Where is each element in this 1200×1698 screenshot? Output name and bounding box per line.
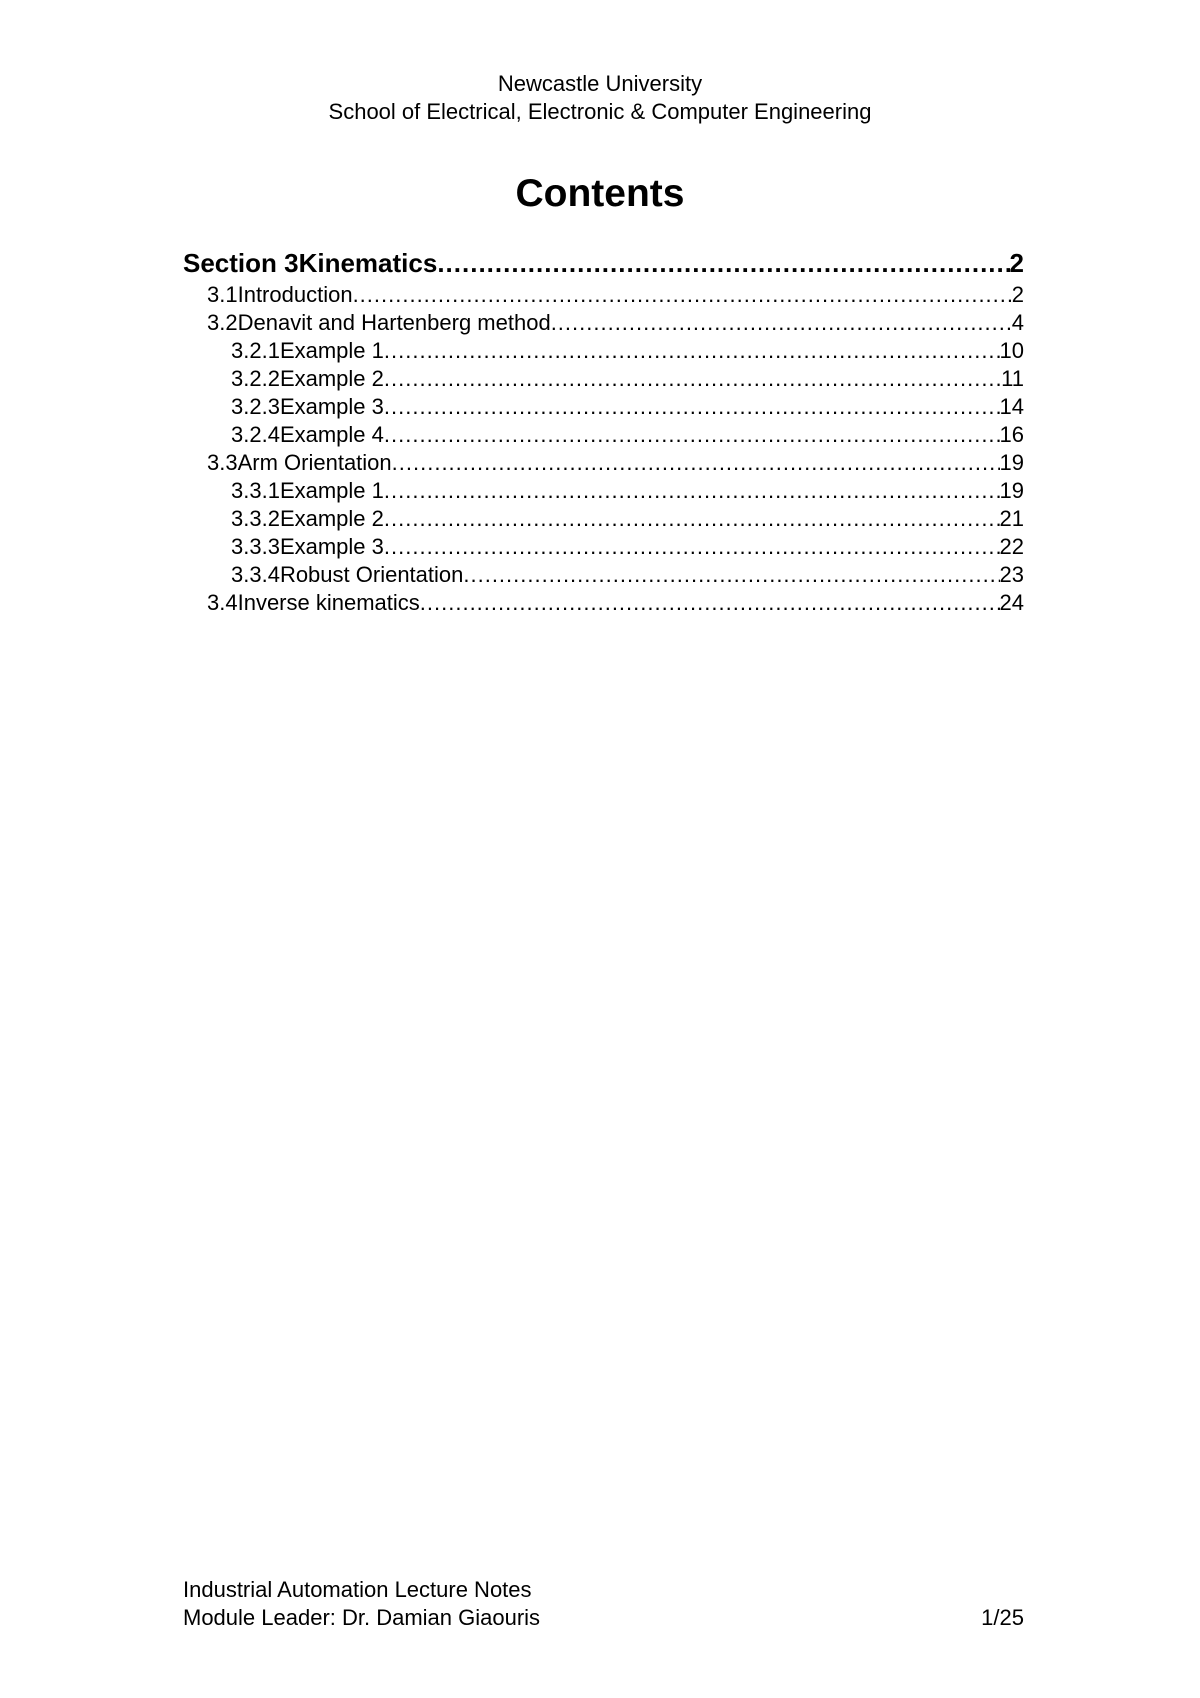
toc-page: 2 — [1009, 248, 1024, 278]
toc-title: Kinematics — [298, 248, 438, 278]
toc-leader — [384, 394, 1000, 420]
school-name: School of Electrical, Electronic & Computer Engineering — [328, 99, 872, 124]
toc-number: Section 3 — [183, 248, 299, 278]
university-name: Newcastle University — [497, 71, 703, 96]
toc-entry-3-1[interactable] — [183, 282, 1024, 310]
toc-number: 3.3 — [207, 450, 238, 475]
toc-title: Example 1 — [279, 478, 384, 503]
toc-title: Introduction — [237, 282, 353, 307]
toc-number: 3.2.1 — [231, 338, 280, 363]
toc-page: 16 — [999, 422, 1024, 447]
toc-title: Example 3 — [279, 394, 384, 419]
toc-number: 3.3.1 — [231, 478, 280, 503]
toc-leader — [384, 478, 1000, 504]
toc-leader — [353, 282, 1012, 308]
page-header — [0, 70, 1200, 126]
footer-page-number: 1/25 — [981, 1605, 1024, 1630]
toc-entry-3-3-3[interactable] — [183, 534, 1024, 562]
toc-leader — [384, 534, 1000, 560]
toc-title: Robust Orientation — [279, 562, 464, 587]
toc-page: 22 — [999, 534, 1024, 559]
toc-leader — [437, 248, 1009, 279]
toc-leader — [384, 422, 1000, 448]
toc-entry-3-3-2[interactable] — [183, 506, 1024, 534]
toc-page: 24 — [999, 590, 1024, 615]
toc-title: Example 2 — [279, 366, 384, 391]
toc-page: 19 — [999, 450, 1024, 475]
toc-entry-3-4[interactable] — [183, 590, 1024, 618]
toc-page: 4 — [1011, 310, 1024, 335]
toc-page: 10 — [999, 338, 1024, 363]
toc-number: 3.2.2 — [231, 366, 280, 391]
toc-page: 11 — [1001, 366, 1024, 391]
page-title: Contents — [515, 172, 685, 215]
toc-entry-section-3[interactable] — [183, 248, 1024, 282]
toc-title: Example 3 — [279, 534, 384, 559]
toc-number: 3.2.3 — [231, 394, 280, 419]
toc-leader — [384, 366, 1001, 392]
toc-number: 3.3.2 — [231, 506, 280, 531]
toc-page: 23 — [999, 562, 1024, 587]
toc-entry-3-2-1[interactable] — [183, 338, 1024, 366]
toc-title: Example 1 — [279, 338, 384, 363]
toc-entry-3-2-4[interactable] — [183, 422, 1024, 450]
toc-entry-3-3-1[interactable] — [183, 478, 1024, 506]
footer-module-line — [183, 1604, 1024, 1632]
toc-entry-3-3[interactable] — [183, 450, 1024, 478]
toc-number: 3.3.4 — [231, 562, 280, 587]
toc-page: 19 — [999, 478, 1024, 503]
toc-leader — [463, 562, 999, 588]
toc-title: Denavit and Hartenberg method — [237, 310, 551, 335]
toc-page: 14 — [999, 394, 1024, 419]
toc-title: Inverse kinematics — [237, 590, 420, 615]
toc-entry-3-2[interactable] — [183, 310, 1024, 338]
toc-page: 2 — [1011, 282, 1024, 307]
toc-number: 3.4 — [207, 590, 238, 615]
toc-leader — [420, 590, 1000, 616]
toc-title: Example 4 — [279, 422, 384, 447]
toc-title: Example 2 — [279, 506, 384, 531]
toc-leader — [384, 506, 1000, 532]
toc-entry-3-2-2[interactable] — [183, 366, 1024, 394]
toc-number: 3.2.4 — [231, 422, 280, 447]
footer-course: Industrial Automation Lecture Notes — [183, 1577, 532, 1602]
toc-leader — [392, 450, 1000, 476]
toc-entry-3-2-3[interactable] — [183, 394, 1024, 422]
toc-number: 3.1 — [207, 282, 238, 307]
toc-title: Arm Orientation — [237, 450, 392, 475]
table-of-contents — [183, 248, 1024, 618]
footer-module-leader: Module Leader: Dr. Damian Giaouris — [183, 1605, 541, 1630]
toc-page: 21 — [999, 506, 1024, 531]
toc-number: 3.3.3 — [231, 534, 280, 559]
toc-number: 3.2 — [207, 310, 238, 335]
toc-entry-3-3-4[interactable] — [183, 562, 1024, 590]
toc-leader — [551, 310, 1012, 336]
toc-leader — [384, 338, 1000, 364]
